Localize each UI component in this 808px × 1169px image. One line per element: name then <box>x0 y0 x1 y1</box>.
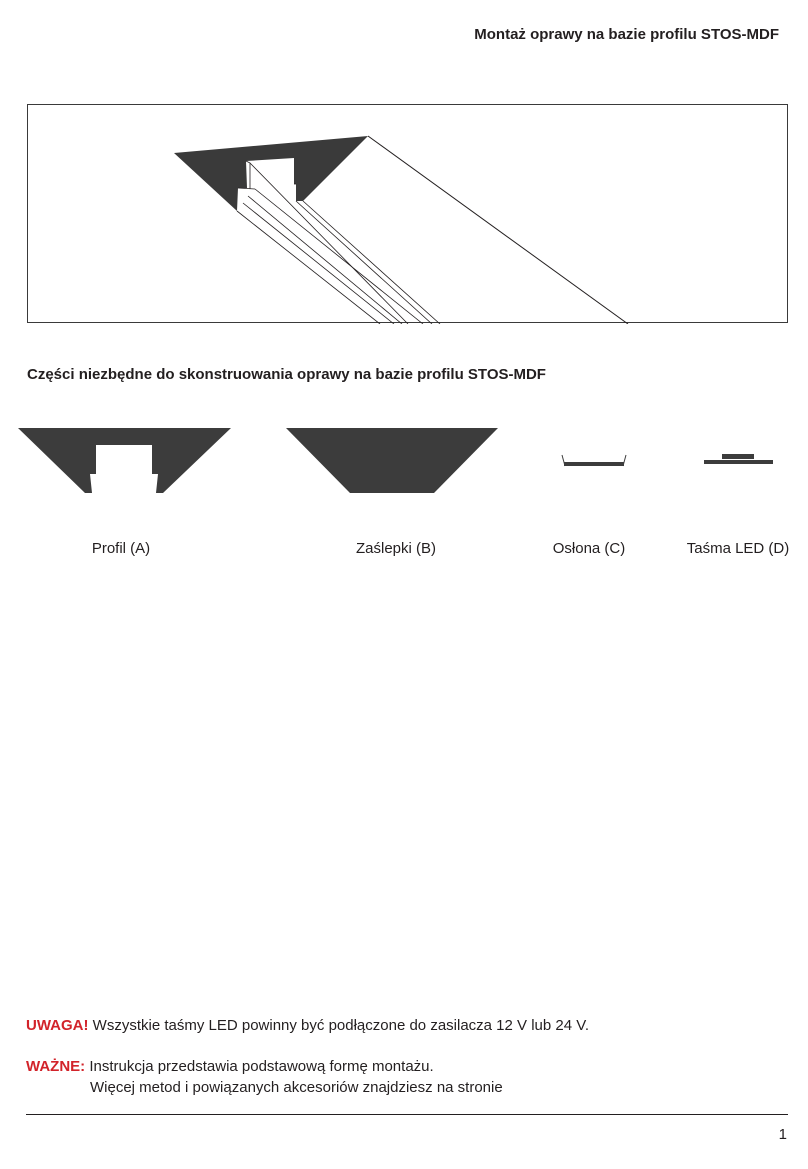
important-key: WAŻNE: <box>26 1058 86 1075</box>
part-label-profile: Profil (A) <box>91 540 151 557</box>
profile-icon <box>18 428 232 494</box>
page-number: 1 <box>778 1126 787 1143</box>
profile-perspective-icon <box>28 105 789 324</box>
page-title: Montaż oprawy na bazie profilu STOS-MDF <box>474 26 779 43</box>
profile-end-face <box>174 136 368 211</box>
parts-heading: Części niezbędne do skonstruowania oprawy na bazie profilu STOS-MDF <box>27 366 546 383</box>
profile-illustration <box>27 104 788 323</box>
part-label-led-strip: Taśma LED (D) <box>686 540 790 557</box>
important-note <box>26 1058 434 1075</box>
part-label-end-cap: Zaślepki (B) <box>355 540 437 557</box>
cover-icon <box>560 453 628 469</box>
important-text-line1: Instrukcja przedstawia podstawową formę montażu. <box>89 1058 434 1075</box>
end-cap-icon <box>286 428 499 494</box>
footer-divider <box>26 1114 788 1115</box>
part-label-cover: Osłona (C) <box>552 540 626 557</box>
important-text-line2: Więcej metod i powiązanych akcesoriów znajdziesz na stronie <box>90 1079 503 1096</box>
warning-note <box>26 1017 589 1034</box>
warning-text: Wszystkie taśmy LED powinny być podłączone do zasilacza 12 V lub 24 V. <box>92 1017 590 1034</box>
led-strip-icon <box>704 454 774 466</box>
warning-key: UWAGA! <box>26 1017 89 1034</box>
